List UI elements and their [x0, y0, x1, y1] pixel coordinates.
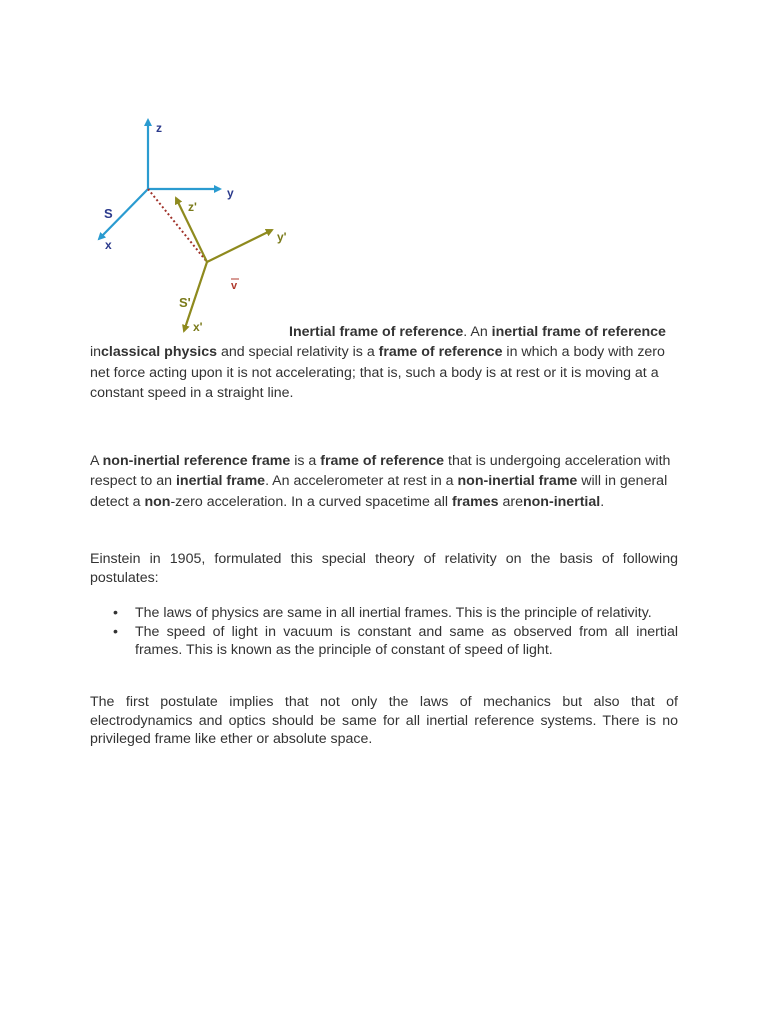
- text-fragment: . An: [463, 324, 492, 340]
- non-inertial-frame-paragraph: [90, 451, 678, 512]
- s-prime-frame-label: S': [179, 295, 191, 310]
- bullet-glyph: •: [113, 623, 118, 640]
- list-item: [90, 604, 678, 623]
- s-prime-z-label: z': [188, 200, 197, 214]
- s-y-label: y: [227, 186, 234, 200]
- postulate-text: The laws of physics are same in all inertial frames. This is the principle of relativity.: [135, 605, 652, 621]
- text-fragment: will in general detect a: [90, 473, 668, 510]
- inertial-frame-term: inertial frame: [175, 473, 266, 490]
- s-z-label: z: [156, 121, 162, 135]
- s-prime-x-label: x': [193, 320, 203, 334]
- text-fragment: . An accelerometer at rest in a: [265, 473, 458, 490]
- text-fragment: in which a body with zero net force acting upon it is not accelerating; that is, such a body is at rest or it is moving at a constant speed in a straight line.: [90, 344, 665, 402]
- s-frame-label: S: [104, 206, 113, 221]
- bullet-glyph: •: [113, 605, 118, 621]
- inertial-frame-term: Inertial frame of reference: [289, 324, 464, 340]
- text-fragment: -zero acceleration. In a curved spacetime all: [170, 493, 452, 510]
- frame-of-reference-term: frame of reference: [320, 453, 445, 469]
- non-inertial-term: non-inertial: [522, 493, 601, 510]
- velocity-label: v: [231, 280, 238, 292]
- reference-frames-diagram: [88, 108, 288, 338]
- non-inertial-frame-term: non-inertial frame: [457, 473, 578, 490]
- frame-of-reference-term: frame of reference: [378, 344, 503, 361]
- list-item: [90, 623, 678, 660]
- s-x-label: x: [105, 238, 112, 252]
- text-fragment: .: [600, 493, 605, 510]
- text-fragment: in: [90, 344, 102, 361]
- text-fragment: are: [498, 493, 523, 510]
- first-postulate-paragraph: The first postulate implies that not only the laws of mechanics but also that of electrodynamics and optics should be same for all inertial reference systems. There is no privileged frame like ether or absolute space.: [90, 694, 678, 747]
- s-prime-y-label: y': [277, 230, 287, 244]
- inertial-frame-of-reference-term: inertial frame of reference: [491, 324, 666, 340]
- inertial-frame-paragraph: [90, 322, 678, 404]
- frames-term: frames: [451, 493, 499, 510]
- text-fragment: that is undergoing acceleration with respect to an: [90, 453, 671, 490]
- non-inertial-reference-frame-term: non-inertial reference frame: [102, 453, 291, 469]
- text-fragment: and special relativity is a: [217, 344, 379, 361]
- postulates-list: [90, 604, 678, 660]
- classical-physics-term: classical physics: [101, 344, 217, 361]
- non-term: non: [144, 493, 171, 510]
- s-prime-y-axis: [207, 230, 272, 262]
- text-fragment: A: [90, 453, 103, 469]
- reference-frames-svg: [88, 108, 288, 338]
- text-fragment: is a: [290, 453, 321, 469]
- einstein-intro-paragraph: Einstein in 1905, formulated this special theory of relativity on the basis of following postulates:: [90, 551, 678, 586]
- postulate-text: The speed of light in vacuum is constant and same as observed from all inertial frames. This is known as the principle of constant of speed of light.: [135, 623, 678, 658]
